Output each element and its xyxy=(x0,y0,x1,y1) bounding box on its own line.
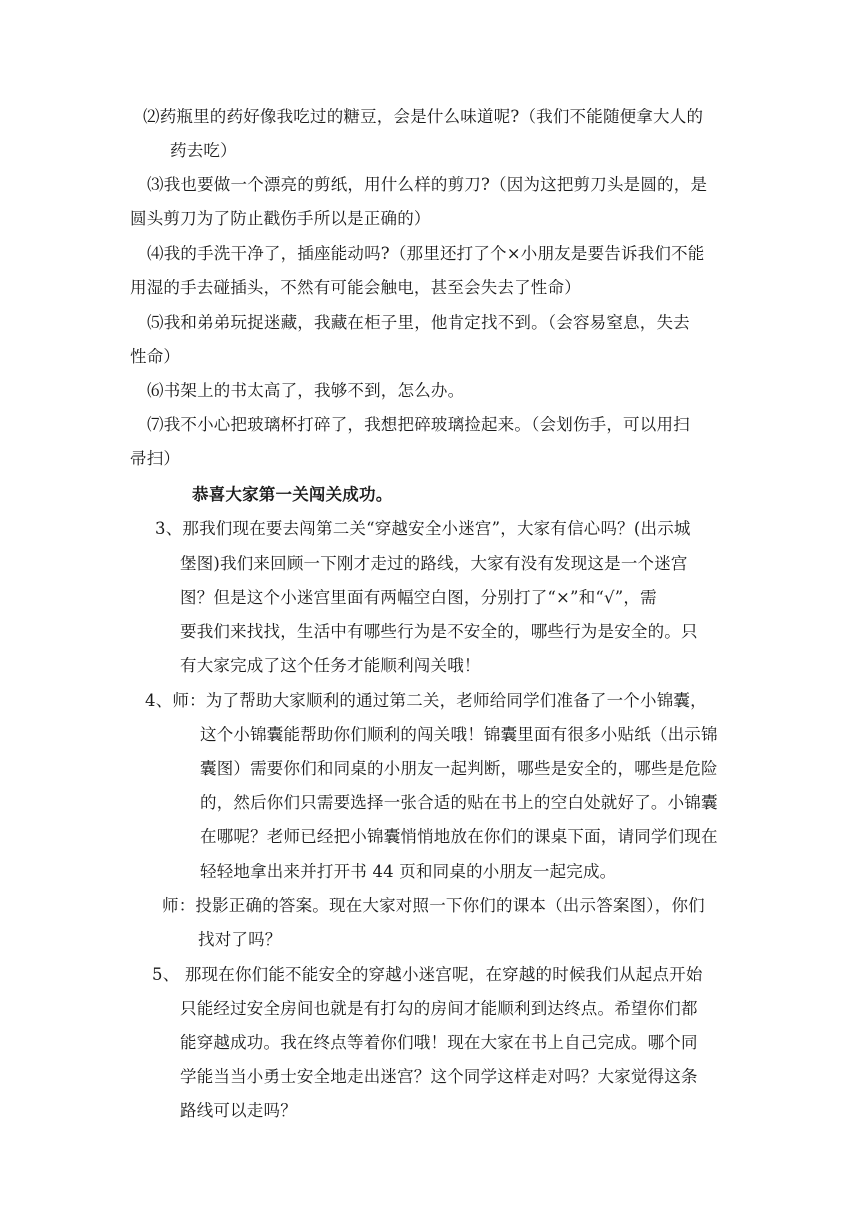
text-line: 囊图）需要你们和同桌的小朋友一起判断，哪些是安全的，哪些是危险 xyxy=(200,759,718,778)
text-line: 要我们来找找，生活中有哪些行为是不安全的，哪些行为是安全的。只 xyxy=(180,622,698,641)
text-line: 5、 那现在你们能不能安全的穿越小迷宫呢，在穿越的时候我们从起点开始 xyxy=(152,965,703,984)
text-line: ⑸我和弟弟玩捉迷藏，我藏在柜子里，他肯定找不到。（会容易窒息，失去 xyxy=(147,313,690,332)
text-line: 这个小锦囊能帮助你们顺利的闯关哦！锦囊里面有很多小贴纸（出示锦 xyxy=(200,725,718,744)
text-line: 药去吃） xyxy=(170,141,237,160)
text-line: 有大家完成了这个任务才能顺利闯关哦！ xyxy=(180,656,481,675)
text-line: 轻轻地拿出来并打开书 44 页和同桌的小朋友一起完成。 xyxy=(200,862,617,881)
text-line: ⑷我的手洗干净了，插座能动吗?（那里还打了个×小朋友是要告诉我们不能 xyxy=(147,244,705,263)
text-line: 性命） xyxy=(130,347,181,366)
text-line: 学能当当小勇士安全地走出迷宫？这个同学这样走对吗？大家觉得这条 xyxy=(180,1067,698,1086)
text-line: ⑵药瓶里的药好像我吃过的糖豆，会是什么味道呢?（我们不能随便拿大人的 xyxy=(143,107,704,126)
text-line: 4、师：为了帮助大家顺利的通过第二关，老师给同学们准备了一个小锦囊， xyxy=(145,691,707,710)
section-heading: 恭喜大家第一关闯关成功。 xyxy=(192,485,393,504)
text-line: 帚扫） xyxy=(130,449,181,468)
text-line: 路线可以走吗？ xyxy=(180,1101,297,1120)
text-line: 在哪呢？老师已经把小锦囊悄悄地放在你们的课桌下面，请同学们现在 xyxy=(200,827,718,846)
text-line: 找对了吗？ xyxy=(198,930,282,949)
text-line: ⑺我不小心把玻璃杯打碎了，我想把碎玻璃捡起来。（会划伤手，可以用扫 xyxy=(147,415,690,434)
text-line: 圆头剪刀为了防止戳伤手所以是正确的） xyxy=(130,209,431,228)
text-line: 的，然后你们只需要选择一张合适的贴在书上的空白处就好了。小锦囊 xyxy=(200,793,718,812)
text-line: 能穿越成功。我在终点等着你们哦！现在大家在书上自己完成。哪个同 xyxy=(180,1033,698,1052)
text-line: 3、那我们现在要去闯第二关“穿越安全小迷宫”，大家有信心吗？(出示城 xyxy=(155,519,691,538)
text-line: ⑹书架上的书太高了，我够不到，怎么办。 xyxy=(147,381,465,400)
text-line: 师：投影正确的答案。现在大家对照一下你们的课本（出示答案图），你们 xyxy=(162,896,705,915)
text-line: 图？但是这个小迷宫里面有两幅空白图，分别打了“×”和“√”，需 xyxy=(180,588,657,607)
text-line: 堡图)我们来回顾一下刚才走过的路线，大家有没有发现这是一个迷宫 xyxy=(180,554,688,573)
text-line: ⑶我也要做一个漂亮的剪纸，用什么样的剪刀?（因为这把剪刀头是圆的，是 xyxy=(147,175,708,194)
text-line: 只能经过安全房间也就是有打勾的房间才能顺利到达终点。希望你们都 xyxy=(180,999,698,1018)
text-line: 用湿的手去碰插头，不然有可能会触电，甚至会失去了性命） xyxy=(130,278,581,297)
